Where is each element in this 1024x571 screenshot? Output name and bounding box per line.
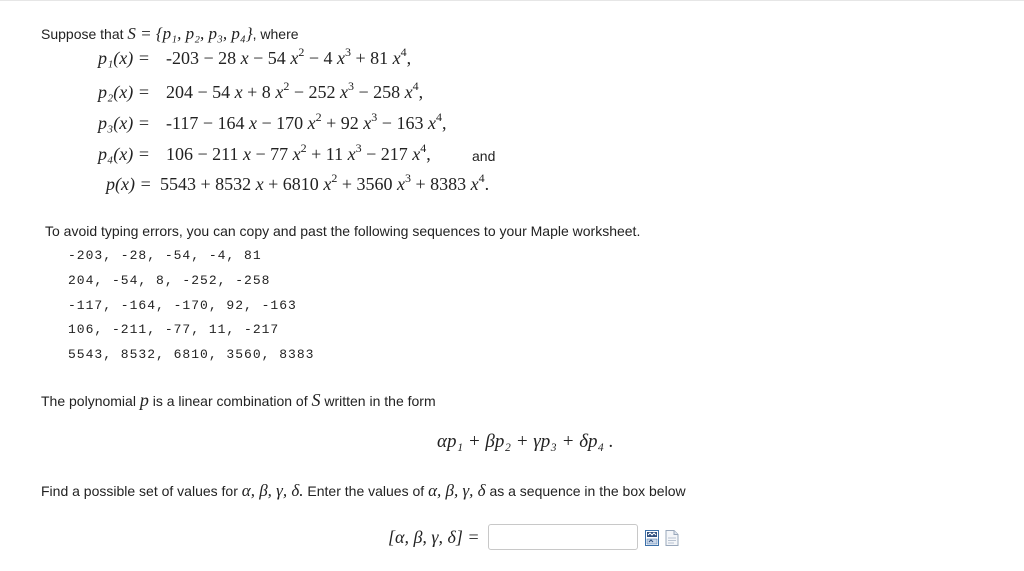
linear-combination-line <box>41 390 436 411</box>
polynomial-rhs: 204 − 54 x + 8 $x^2 - 252$ $x^3 - 258$ $x^4$, <box>166 79 424 102</box>
lc-S: S <box>311 390 321 410</box>
intro-suffix: , where <box>252 26 299 42</box>
polynomial-rhs: 106 − 211 x − 77 $x^2 + 11$ $x^3 - 217$ $x^4$, <box>166 141 431 164</box>
find-line <box>41 481 686 501</box>
intro-line <box>41 24 299 44</box>
polynomial-rhs: -203 − 28 x − 54 $x^2 - 4$ $x^3 + 81$ $x^4$, <box>166 45 412 68</box>
document-icon[interactable] <box>665 530 679 546</box>
answer-input[interactable] <box>488 524 638 550</box>
polynomial-rhs: 5543 + 8532 x + 6810 $x^2 + 3560$ $x^3 + 8383$ $x^4$. <box>160 171 490 194</box>
answer-label: [α, β, γ, δ] = <box>388 527 480 547</box>
top-divider <box>0 0 1024 1</box>
polynomial-lhs: p(x) = <box>106 174 152 194</box>
combination-formula: αp₁ + βp₂ + γp₃ + δp₄ . <box>437 431 614 452</box>
polynomial-tail: and <box>472 148 496 164</box>
find-suffix: as a sequence in the box below <box>485 483 686 499</box>
intro-prefix: Suppose that <box>41 26 128 42</box>
sequence-5: 5543, 8532, 6810, 3560, 8383 <box>68 347 315 362</box>
find-vars-1: α, β, γ, δ. <box>241 481 304 500</box>
sequence-4: 106, -211, -77, 11, -217 <box>68 322 280 337</box>
sequence-3: -117, -164, -170, 92, -163 <box>68 298 297 313</box>
polynomial-lhs: p₂(x) = <box>98 82 150 102</box>
lc-suffix: written in the form <box>320 393 436 409</box>
copy-note: To avoid typing errors, you can copy and past the following sequences to your Maple worksheet. <box>45 223 641 239</box>
find-vars-2: α, β, γ, δ <box>428 481 486 500</box>
set-expression: S = {p₁, p₂, p₃, p₄} <box>127 24 253 43</box>
polynomial-rhs: -117 − 164 x − 170 $x^2 + 92$ $x^3 - 163$ $x^4$, <box>166 110 447 133</box>
lc-p: p <box>139 390 149 410</box>
polynomial-lhs: p₁(x) = <box>98 48 150 68</box>
polynomial-lhs: p₄(x) = <box>98 144 150 164</box>
sequence-2: 204, -54, 8, -252, -258 <box>68 273 271 288</box>
sequence-1: -203, -28, -54, -4, 81 <box>68 248 262 263</box>
lc-middle: is a linear combination of <box>148 393 312 409</box>
find-middle: Enter the values of <box>303 483 429 499</box>
find-prefix: Find a possible set of values for <box>41 483 242 499</box>
preview-icon[interactable] <box>645 530 659 546</box>
polynomial-lhs: p₃(x) = <box>98 113 150 133</box>
lc-prefix: The polynomial <box>41 393 140 409</box>
